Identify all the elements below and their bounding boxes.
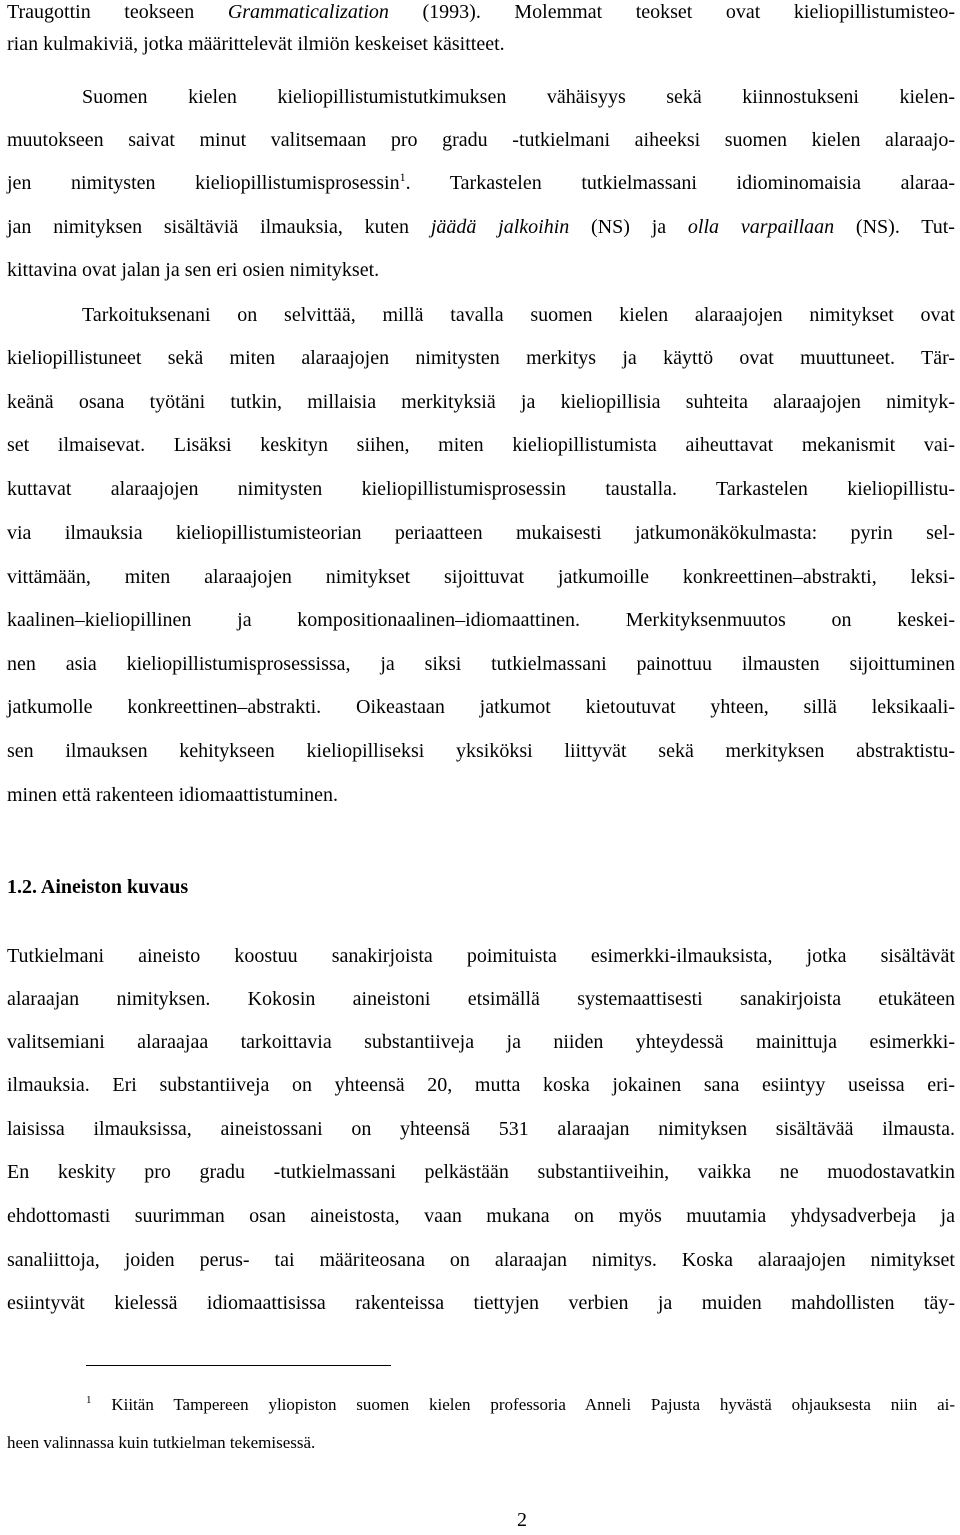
paragraph-3-line-1: Tarkoituksenani on selvittää, millä tavalla suomen kielen alaraajojen nimitykset ovat	[82, 304, 955, 326]
paragraph-3-line-3: keänä osana työtäni tutkin, millaisia merkityksiä ja kieliopillisia suhteita alaraajojen nimityk-	[7, 391, 955, 413]
section-heading: 1.2. Aineiston kuvaus	[7, 876, 189, 898]
paragraph-4-line-2: alaraajan nimityksen. Kokosin aineistoni etsimällä systemaattisesti sanakirjoista etukäteen	[7, 988, 955, 1010]
paragraph-3-line-7: vittämään, miten alaraajojen nimitykset sijoittuvat jatkumoille konkreettinen–abstrakti, leksi-	[7, 566, 955, 588]
paragraph-4-line-6: En keskity pro gradu -tutkielmassani pelkästään substantiiveihin, vaikka ne muodostavatkin	[7, 1161, 955, 1183]
italic-book-title: Grammaticalization	[227, 1, 389, 23]
paragraph-3-line-11: sen ilmauksen kehitykseen kieliopilliseksi yksiköksi liittyvät sekä merkityksen abstraktistu-	[7, 740, 955, 762]
paragraph-1-line-2: rian kulmakiviä, jotka määrittelevät ilmiön keskeiset käsitteet.	[7, 33, 505, 55]
paragraph-4-line-9: esiintyvät kielessä idiomaattisissa rakenteissa tiettyjen verbien ja muiden mahdollisten täy-	[7, 1292, 955, 1314]
italic-example: olla varpaillaan	[687, 216, 835, 238]
text-run: (1993). Molemmat teokset ovat kieliopillistumisteo-	[388, 1, 955, 23]
text-run: (NS) ja	[569, 216, 688, 238]
footnote-line-2: heen valinnassa kuin tutkielman tekemisessä.	[7, 1433, 316, 1452]
paragraph-2-line-1: Suomen kielen kieliopillistumistutkimuksen vähäisyys sekä kiinnostukseni kielen-	[82, 86, 955, 108]
paragraph-3-line-10: jatkumolle konkreettinen–abstrakti. Oikeastaan jatkumot kietoutuvat yhteen, sillä leksikaali-	[7, 696, 955, 718]
text-run: Kiitän Tampereen yliopiston suomen kielen professoria Anneli Pajusta hyvästä ohjauksesta niin ai-	[91, 1395, 955, 1414]
text-run: jan nimityksen sisältäviä ilmauksia, kuten	[7, 216, 431, 238]
paragraph-2-line-5: kittavina ovat jalan ja sen eri osien nimitykset.	[7, 259, 380, 281]
paragraph-3-line-4: set ilmaisevat. Lisäksi keskityn siihen, miten kieliopillistumista aiheuttavat mekanismit vai-	[7, 434, 955, 456]
paragraph-4-line-1: Tutkielmani aineisto koostuu sanakirjoista poimituista esimerkki-ilmauksista, jotka sisältävät	[7, 945, 955, 967]
paragraph-3-line-9: nen asia kieliopillistumisprosessissa, ja siksi tutkielmassani painottuu ilmausten sijoittuminen	[7, 653, 955, 675]
paragraph-4-line-3: valitsemiani alaraajaa tarkoittavia substantiiveja ja niiden yhteydessä mainittuja esimerkki-	[7, 1031, 955, 1053]
text-run: Traugottin teokseen	[7, 1, 228, 23]
footnote-separator	[86, 1365, 391, 1366]
paragraph-3-line-8: kaalinen–kieliopillinen ja kompositionaalinen–idiomaattinen. Merkityksenmuutos on keskei-	[7, 609, 955, 631]
paragraph-3-line-12: minen että rakenteen idiomaattistuminen.	[7, 784, 339, 806]
paragraph-3-line-6: via ilmauksia kieliopillistumisteorian periaatteen mukaisesti jatkumonäkökulmasta: pyrin sel-	[7, 522, 955, 544]
paragraph-4-line-8: sanaliittoja, joiden perus- tai määriteosana on alaraajan nimitys. Koska alaraajojen nimitykset	[7, 1249, 955, 1271]
paragraph-4-line-4: ilmauksia. Eri substantiiveja on yhteensä 20, mutta koska jokainen sana esiintyy useissa eri-	[7, 1074, 955, 1096]
paragraph-2-line-2: muutokseen saivat minut valitsemaan pro gradu -tutkielmani aiheeksi suomen kielen alaraajo-	[7, 129, 955, 151]
paragraph-3-line-2: kieliopillistuneet sekä miten alaraajojen nimitysten merkitys ja käyttö ovat muuttuneet. Tär-	[7, 347, 955, 369]
footnote-reference: 1	[399, 170, 406, 184]
footnote-marker: 1	[86, 1394, 92, 1406]
paragraph-3-line-5: kuttavat alaraajojen nimitysten kieliopillistumisprosessin taustalla. Tarkastelen kieliopillistu-	[7, 478, 955, 500]
text-run: jen nimitysten kieliopillistumisprosessin	[7, 172, 400, 194]
paragraph-1-line-1	[7, 0, 955, 27]
footnote-line-1	[7, 1392, 955, 1418]
paragraph-4-line-7: ehdottomasti suurimman osan aineistosta, vaan mukana on myös muutamia yhdysadverbeja ja	[7, 1205, 955, 1227]
italic-example: jäädä jalkoihin	[430, 216, 570, 238]
page-number: 2	[517, 1509, 527, 1531]
text-run: (NS). Tut-	[834, 216, 955, 238]
text-run: . Tarkastelen tutkielmassani idiominomaisia alaraa-	[405, 172, 955, 194]
paragraph-2-line-3	[7, 168, 955, 198]
paragraph-2-line-4	[7, 212, 955, 242]
paragraph-4-line-5: laisissa ilmauksissa, aineistossani on yhteensä 531 alaraajan nimityksen sisältävää ilmausta.	[7, 1118, 955, 1140]
